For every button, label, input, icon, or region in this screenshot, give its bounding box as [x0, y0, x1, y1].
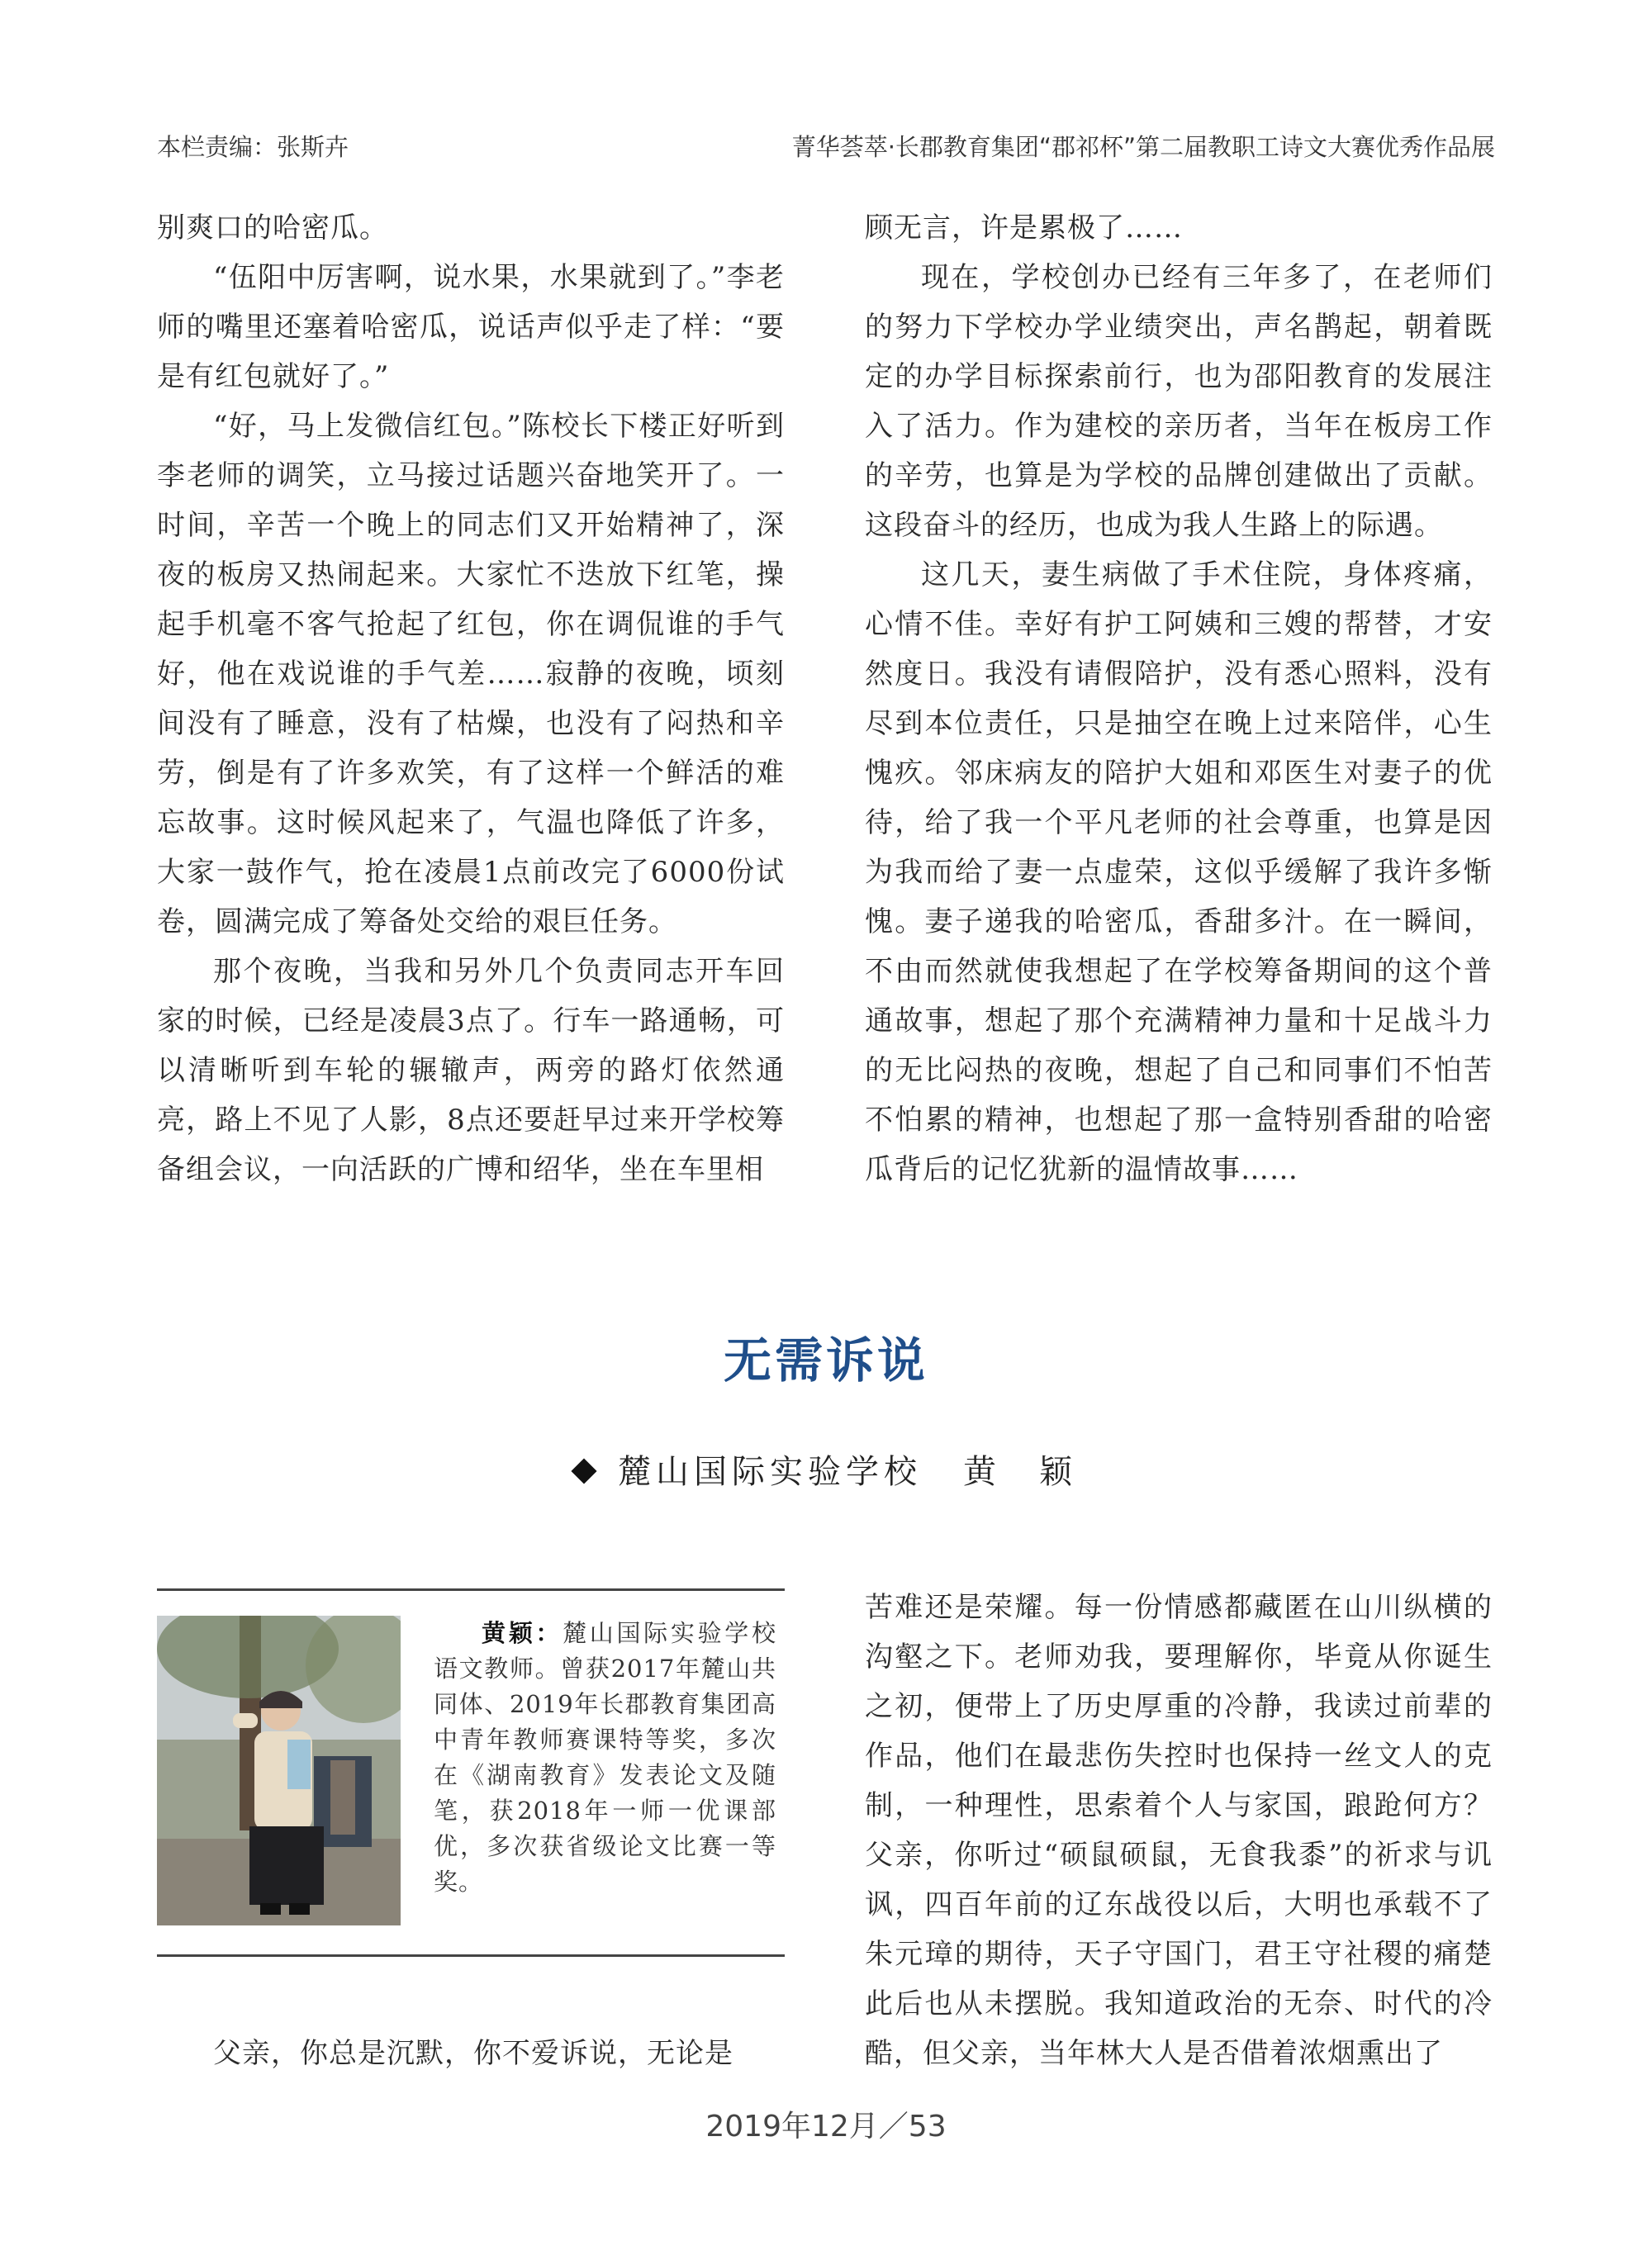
author-bio — [434, 1616, 776, 1900]
diamond-bullet-icon — [571, 1458, 596, 1484]
author-school: 麓山国际实验学校 — [618, 1453, 922, 1491]
page-number: 2019年12月／53 — [705, 2110, 947, 2144]
top-left-column — [157, 203, 785, 1194]
top-right-column — [865, 203, 1493, 1194]
paragraph: 这几天，妻生病做了手术住院，身体疼痛，心情不佳。幸好有护工阿姨和三嫂的帮替，才安然度日。我没有请假陪护，没有悉心照料，没有尽到本位责任，只是抽空在晚上过来陪伴，心生愧疚。邻床病友的陪护大姐和邓医生对妻子的优待，给了我一个平凡老师的社会尊重，也算是因为我而给了妻一点虚荣，这似乎缓解了我许多惭愧。妻子递我的哈密瓜，香甜多汁。在一瞬间，不由而然就使我想起了在学校筹备期间的这个普通故事，想起了那个充满精神力量和十足战斗力的无比闷热的夜晚，想起了自己和同事们不怕苦不怕累的精神，也想起了那一盒特别香甜的哈密瓜背后的记忆犹新的温情故事…… — [865, 558, 1493, 1186]
byline — [0, 1446, 1652, 1493]
paragraph: 苦难还是荣耀。每一份情感都藏匿在山川纵横的沟壑之下。老师劝我，要理解你，毕竟从你诞生之初，便带上了历史厚重的冷静，我读过前辈的作品，他们在最悲伤失控时也保持一丝文人的克制，一种理性，思索着个人与家国，踉跄何方？父亲，你听过“硕鼠硕鼠，无食我黍”的祈求与讥讽，四百年前的辽东战役以后，大明也承载不了朱元璋的期待，天子守国门，君王守社稷的痛楚此后也从未摆脱。我知道政治的无奈、时代的冷酷，但父亲，当年林大人是否借着浓烟熏出了 — [865, 1591, 1493, 2070]
author-photo — [157, 1616, 401, 1925]
author-photo-illustration — [157, 1616, 401, 1925]
article-title: 无需诉说 — [723, 1332, 928, 1389]
paragraph: “好，马上发微信红包。”陈校长下楼正好听到李老师的调笑，立马接过话题兴奋地笑开了。一时间，辛苦一个晚上的同志们又开始精神了，深夜的板房又热闹起来。大家忙不迭放下红笔，操起手机毫不客气抢起了红包，你在调侃谁的手气好，他在戏说谁的手气差……寂静的夜晚，顷刻间没有了睡意，没有了枯燥，也没有了闷热和辛劳，倒是有了许多欢笑，有了这样一个鲜活的难忘故事。这时候风起来了，气温也降低了许多，大家一鼓作气，抢在凌晨1点前改完了6000份试卷，圆满完成了筹备处交给的艰巨任务。 — [157, 410, 785, 938]
series-title: 菁华荟萃·长郡教育集团“郡祁杯”第二届教职工诗文大赛优秀作品展 — [791, 133, 1495, 161]
paragraph: 那个夜晚，当我和另外几个负责同志开车回家的时候，已经是凌晨3点了。行车一路通畅，可以清晰听到车轮的辗辙声，两旁的路灯依然通亮，路上不见了人影，8点还要赶早过来开学校筹备组会议，一向活跃的广博和绍华，坐在车里相 — [157, 955, 785, 1186]
bio-description: 麓山国际实验学校语文教师。曾获2017年麓山共同体、2019年长郡教育集团高中青年教师赛课特等奖，多次在《湖南教育》发表论文及随笔，获2018年一师一优课部优，多次获省级论文比赛一等奖。 — [434, 1619, 776, 1896]
editor-credit: 本栏责编：张斯卉 — [157, 133, 349, 161]
paragraph: 父亲，你总是沉默，你不爱诉说，无论是 — [213, 2037, 733, 2070]
author-name: 黄 颖 — [963, 1453, 1077, 1491]
paragraph: 顾无言，许是累极了…… — [865, 211, 1183, 245]
bottom-right-column — [865, 1583, 1493, 2078]
bottom-left-column — [157, 2029, 785, 2078]
paragraph: 现在，学校创办已经有三年多了，在老师们的努力下学校办学业绩突出，声名鹊起，朝着既定的办学目标探索前行，也为邵阳教育的发展注入了活力。作为建校的亲历者，当年在板房工作的辛劳，也算是为学校的品牌创建做出了贡献。这段奋斗的经历，也成为我人生路上的际遇。 — [865, 261, 1493, 542]
author-bio-box — [157, 1588, 785, 1957]
bio-name: 黄颖： — [482, 1619, 563, 1647]
paragraph: 别爽口的哈密瓜。 — [157, 211, 388, 245]
paragraph: “伍阳中厉害啊，说水果，水果就到了。”李老师的嘴里还塞着哈密瓜，说话声似乎走了样：“要是有红包就好了。” — [157, 261, 785, 393]
